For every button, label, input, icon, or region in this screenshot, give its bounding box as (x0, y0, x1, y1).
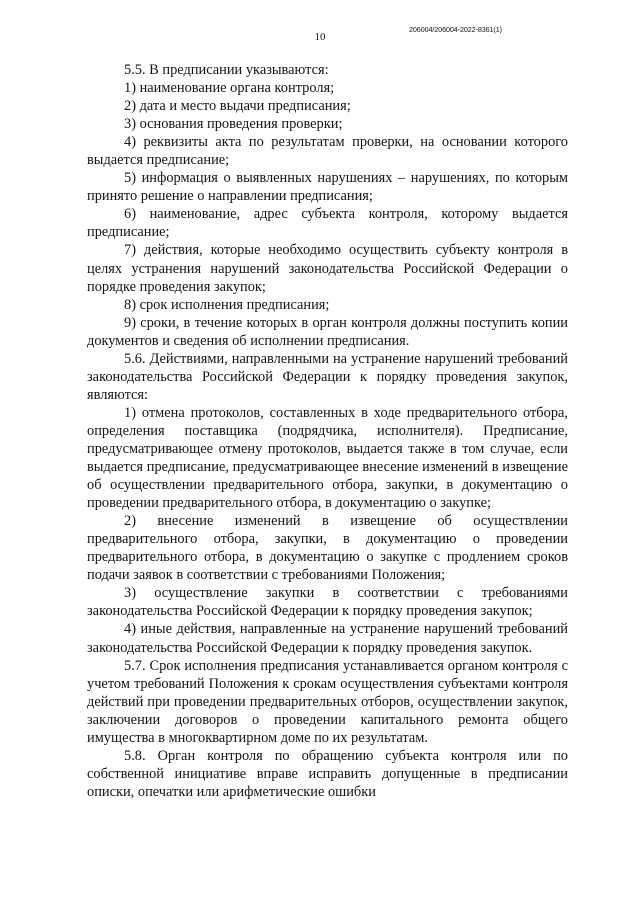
list-item-3: 3) осуществление закупки в соответствии с требованиями законодательства Российской Федерации к порядку проведения закупок; (87, 585, 568, 620)
list-item-2: 2) дата и место выдачи предписания; (124, 98, 351, 115)
list-item-5: 5) информация о выявленных нарушениях – нарушениях, по которым принято решение о направлении предписания; (87, 170, 568, 205)
list-item-8: 8) срок исполнения предписания; (124, 296, 330, 313)
section-5-7: 5.7. Срок исполнения предписания устанавливается органом контроля с учетом требований Положения к срокам осуществления субъектами контроля действий при проведении предварительных отборов, осуществлении закупок, заключении договоров о проведении капитального ремонта общего имущества в многоквартирном доме по их результатам. (87, 657, 568, 746)
list-item-4: 4) реквизиты акта по результатам проверки, на основании которого выдается предписание; (87, 134, 568, 169)
list-item-6: 6) наименование, адрес субъекта контроля, которому выдается предписание; (87, 206, 568, 241)
list-item-1: 1) наименование органа контроля; (124, 80, 335, 97)
list-item-7: 7) действия, которые необходимо осуществить субъекту контроля в целях устранения нарушений законодательства Российской Федерации о порядке проведения закупок; (87, 242, 568, 295)
section-5-5-heading: 5.5. В предписании указываются: (124, 62, 329, 78)
list-item-2: 2) внесение изменений в извещение об осуществлении предварительного отбора, закупки, в документацию о проведении предварительного отбора, в документацию о закупке с продлением сроков подачи заявок в соответствии с требованиями Положения; (87, 513, 568, 584)
list-item-1: 1) отмена протоколов, составленных в ходе предварительного отбора, определения поставщика (подрядчика, исполнителя). Предписание, предусматривающее отмену протоколов, выдается также в том случае, если выдается предписание, предусматривающее внесение изменений в извещение об осуществлении предварительного отбора, закупки, в документацию о проведении предварительного отбора, в документацию о закупке; (87, 404, 568, 512)
list-item-9: 9) сроки, в течение которых в орган контроля должны поступить копии документов и сведения об исполнении предписания. (87, 314, 568, 349)
section-5-6: 5.6. Действиями, направленными на устранение нарушений требований законодательства Российской Федерации к порядку проведения закупок, являются: (87, 350, 568, 403)
list-item-3: 3) основания проведения проверки; (124, 116, 343, 133)
list-item-4: 4) иные действия, направленные на устранение нарушений требований законодательства Российской Федерации к порядку проведения закупок. (87, 621, 568, 656)
section-5-8: 5.8. Орган контроля по обращению субъекта контроля или по собственной инициативе вправе исправить допущенные в предписании описки, опечатки или арифметические ошибки (87, 747, 568, 800)
document-code: 206004/206004-2022-8361(1) (409, 25, 502, 34)
document-body (87, 61, 568, 801)
page-number: 10 (314, 31, 326, 43)
